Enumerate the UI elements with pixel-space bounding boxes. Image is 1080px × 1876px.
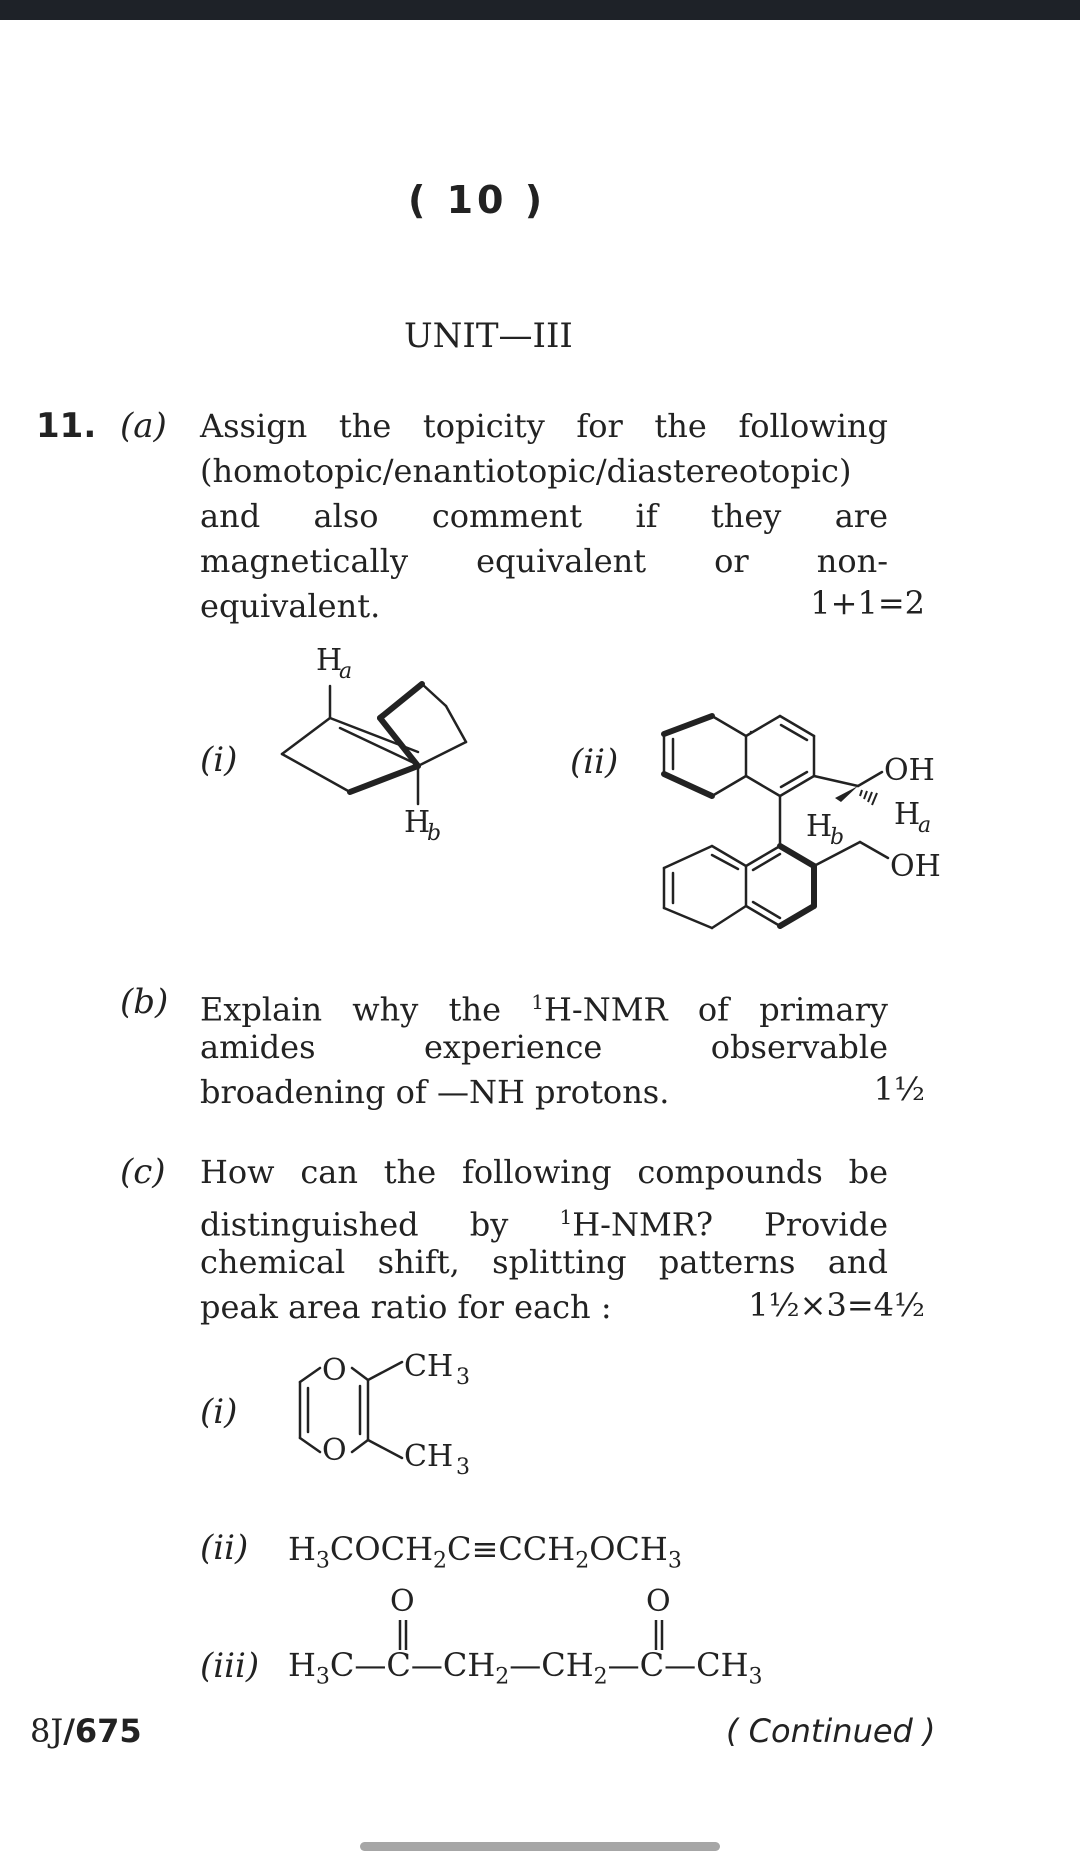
formula-subscript: 2: [575, 1548, 590, 1574]
part-b-line: amides experience observable: [200, 1028, 888, 1066]
compound-ii-label: (ii): [200, 1528, 249, 1568]
carbonyl-oxygen: O: [390, 1584, 415, 1619]
part-c-line: How can the following compounds be: [200, 1153, 888, 1191]
paper-code-prefix: 8J: [30, 1712, 64, 1750]
formula-subscript: 2: [593, 1664, 608, 1690]
top-bar: [0, 0, 1080, 20]
part-b-label: (b): [120, 982, 169, 1022]
formula-part: —C—CH: [607, 1646, 749, 1684]
part-c-line: [200, 1195, 888, 1244]
atom-h: H: [316, 643, 343, 678]
atom-h: H: [894, 797, 921, 832]
atom-subscript: 3: [456, 1455, 470, 1480]
text-fragment: H-NMR? Provide: [572, 1205, 888, 1244]
part-a-line: equivalent.: [200, 587, 381, 625]
atom-h: H: [404, 805, 431, 840]
part-a-line: (homotopic/enantiotopic/diastereotopic): [200, 452, 852, 490]
compound-ii-formula: [288, 1530, 682, 1573]
formula-subscript: 2: [495, 1664, 510, 1690]
part-a-line: magnetically equivalent or non-: [200, 542, 888, 580]
formula-part: C: [447, 1530, 472, 1568]
formula-part: COCH: [329, 1530, 434, 1568]
atom-ch: CH: [404, 1439, 454, 1474]
atom-subscript: a: [339, 659, 353, 684]
atom-subscript: b: [427, 821, 442, 846]
superscript: 1: [559, 1205, 573, 1229]
atom-oh: OH: [884, 753, 935, 788]
part-a-line: Assign the topicity for the following: [200, 407, 888, 445]
formula-part: C—C—CH: [329, 1646, 496, 1684]
atom-o: O: [322, 1433, 347, 1468]
atom-subscript: a: [918, 813, 932, 838]
part-c-line: chemical shift, splitting patterns and: [200, 1243, 888, 1281]
compound-iii-formula: [288, 1646, 763, 1689]
text-fragment: distinguished by: [200, 1205, 560, 1244]
triple-bond: ≡: [471, 1530, 499, 1568]
continued-note: ( Continued ): [726, 1712, 936, 1750]
paper-code-number: /675: [63, 1712, 142, 1750]
part-b-marks: 1½: [873, 1070, 925, 1108]
formula-subscript: 3: [667, 1548, 682, 1574]
atom-subscript: b: [830, 825, 845, 850]
question-number: 11.: [36, 406, 97, 446]
carbonyl-oxygen: O: [646, 1584, 671, 1619]
formula-part: H: [288, 1646, 316, 1684]
formula-part: OCH: [589, 1530, 668, 1568]
part-c-label: (c): [120, 1152, 166, 1192]
compound-i-diagram: [280, 1350, 510, 1480]
part-b-line: [200, 980, 889, 1029]
unit-heading: UNIT—III: [404, 316, 573, 356]
part-b-line: broadening of —NH protons.: [200, 1073, 670, 1111]
part-c-marks: 1½×3=4½: [748, 1286, 925, 1324]
compound-iii-label: (iii): [200, 1646, 260, 1686]
part-a-line: and also comment if they are: [200, 497, 888, 535]
atom-o: O: [322, 1353, 347, 1388]
compound-i-label: (i): [200, 1392, 238, 1432]
atom-subscript: 3: [456, 1365, 470, 1390]
structure-i-label: (i): [200, 740, 238, 780]
page-number: ( 10 ): [408, 178, 547, 222]
formula-part: H: [288, 1530, 316, 1568]
part-c-line: peak area ratio for each :: [200, 1288, 612, 1326]
structure-i-diagram: [270, 636, 470, 856]
structure-ii-diagram: [650, 706, 950, 946]
atom-h: H: [806, 809, 833, 844]
text-fragment: Explain why the: [200, 990, 532, 1029]
formula-subscript: 3: [315, 1548, 330, 1574]
part-a-marks: 1+1=2: [810, 584, 925, 622]
superscript: 1: [531, 990, 545, 1014]
formula-subscript: 2: [433, 1548, 448, 1574]
formula-part: CCH: [498, 1530, 576, 1568]
atom-oh: OH: [890, 849, 941, 884]
text-fragment: H-NMR of primary: [544, 990, 889, 1029]
formula-subscript: 3: [748, 1664, 763, 1690]
formula-subscript: 3: [315, 1664, 330, 1690]
part-a-label: (a): [120, 406, 167, 446]
home-indicator[interactable]: [360, 1842, 720, 1851]
paper-code: [30, 1712, 142, 1750]
atom-ch: CH: [404, 1350, 454, 1384]
structure-ii-label: (ii): [570, 742, 619, 782]
formula-part: —CH: [509, 1646, 594, 1684]
